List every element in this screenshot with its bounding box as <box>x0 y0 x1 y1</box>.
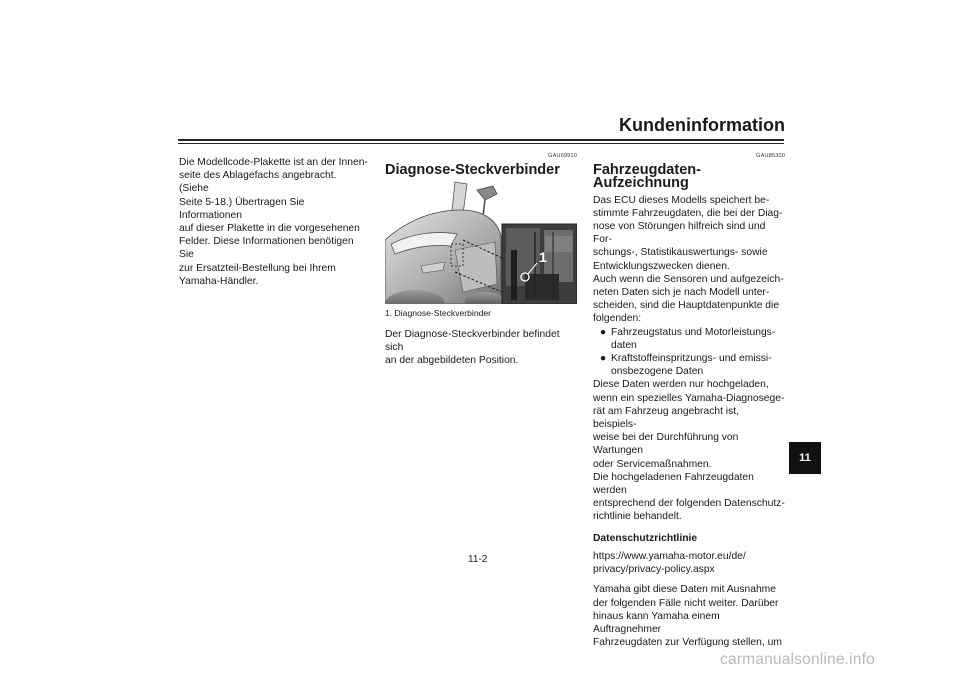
text-line: Das ECU dieses Modells speichert be- <box>593 194 770 206</box>
text-line: entsprechend der folgenden Datenschutz- <box>593 498 785 510</box>
text-line: seite des Ablagefachs angebracht. (Siehe <box>179 170 337 195</box>
column-3 <box>593 150 785 649</box>
text-line: rät am Fahrzeug angebracht ist, beispiels- <box>593 405 739 431</box>
page-number: 11-2 <box>468 554 488 565</box>
privacy-url-line[interactable]: https://www.yamaha-motor.eu/de/ <box>593 550 746 562</box>
header-rule-thin <box>178 143 784 144</box>
text-line: Auch wenn die Sensoren und aufgezeich- <box>593 273 784 285</box>
section-heading: Fahrzeugdaten-Aufzeichnung <box>593 162 701 192</box>
text-line: der folgenden Fälle nicht weiter. Darüber <box>593 597 779 609</box>
text-line: Die Modellcode-Plakette ist an der Innen- <box>179 157 368 168</box>
reference-code: GAU69910 <box>548 153 577 159</box>
privacy-url-line[interactable]: privacy/privacy-policy.aspx <box>593 564 715 576</box>
text-line: nose von Störungen hilfreich sind und For- <box>593 221 766 246</box>
reference-code: GAU85300 <box>756 153 785 159</box>
text-line: Kraftstoffeinspritzungs- und emissi- <box>611 353 772 365</box>
text-line: auf dieser Plakette in die vorgesehenen <box>179 223 360 235</box>
list-item <box>593 326 785 352</box>
column-2 <box>385 150 577 367</box>
header-rule-thick <box>178 139 784 141</box>
subheading: Datenschutzrichtlinie <box>593 532 698 544</box>
diagnose-connector-figure <box>385 180 577 304</box>
text-line: neten Daten sich je nach Modell unter- <box>593 287 770 299</box>
text-line: richtlinie behandelt. <box>593 511 682 523</box>
text-line: zur Ersatzteil-Bestellung bei Ihrem <box>179 262 336 274</box>
text-line: Entwicklungszwecken dienen. <box>593 260 730 272</box>
text-line: stimmte Fahrzeugdaten, die bei der Diag- <box>593 207 783 219</box>
text-line: hinaus kann Yamaha einem Auftragnehmer <box>593 610 720 635</box>
bullet-icon: ● <box>600 326 607 338</box>
list-item <box>593 352 785 378</box>
text-line: schungs-, Statistikauswertungs- sowie <box>593 247 768 259</box>
figure-callout-number: 1 <box>539 249 547 266</box>
text-line: Felder. Diese Informationen benötigen Sie <box>179 236 354 261</box>
watermark: carmanualsonline.info <box>720 651 875 668</box>
text-line: wenn ein spezielles Yamaha-Diagnosege- <box>593 392 785 404</box>
text-line: an der abgebildeten Position. <box>385 355 519 367</box>
bullet-icon: ● <box>600 353 607 365</box>
spacer <box>593 576 785 583</box>
figure-caption: 1. Diagnose-Steckverbinder <box>385 308 492 319</box>
text-line: onsbezogene Daten <box>611 366 704 378</box>
text-line: weise bei der Durchführung von Wartungen <box>593 432 739 457</box>
text-line: Yamaha gibt diese Daten mit Ausnahme <box>593 584 776 596</box>
text-line: Diese Daten werden nur hochgeladen, <box>593 379 769 391</box>
page-title: Kundeninformation <box>619 115 785 135</box>
text-line: Der Diagnose-Steckverbinder befindet sich <box>385 328 560 353</box>
text-line: Fahrzeugstatus und Motorleistungs- <box>611 326 776 338</box>
text-line: Die hochgeladenen Fahrzeugdaten werden <box>593 471 754 497</box>
scooter-front-illustration <box>385 180 577 304</box>
text-line: scheiden, sind die Hauptdatenpunkte die <box>593 300 780 312</box>
text-line: daten <box>611 339 637 351</box>
section-heading: Diagnose-Steckverbinder <box>385 162 560 179</box>
text-line: oder Servicemaßnahmen. <box>593 458 712 470</box>
text-line: Yamaha-Händler. <box>179 275 259 287</box>
column-1 <box>179 156 369 288</box>
text-line: Fahrzeugdaten zur Verfügung stellen, um <box>593 637 782 649</box>
chapter-tab: 11 <box>789 442 821 474</box>
text-line: folgenden: <box>593 313 642 325</box>
text-line: Seite 5-18.) Übertragen Sie Informationen <box>179 196 305 221</box>
